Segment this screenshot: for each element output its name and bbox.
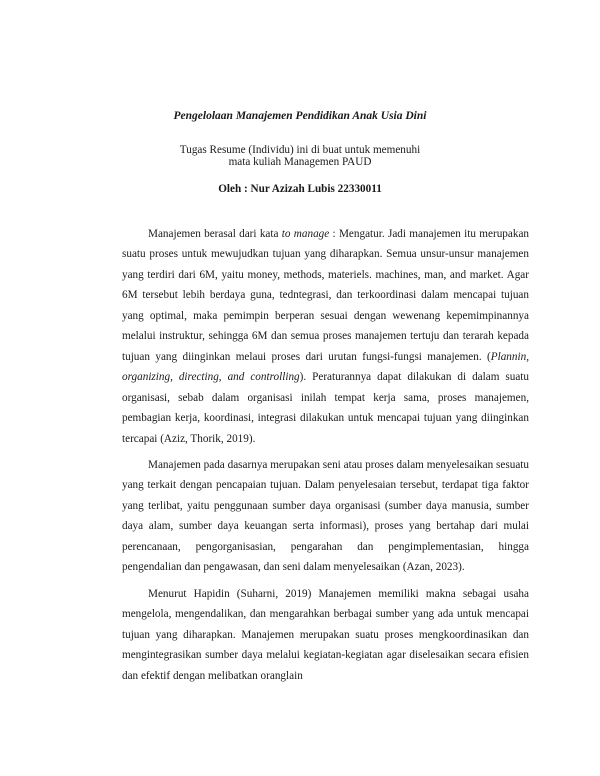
paragraph-2: Manajemen pada dasarnya merupakan seni atau proses dalam menyelesaikan sesuatu yang terkait dengan pencapaian tujuan. Dalam penyelesaian tersebut, terdapat tiga faktor yang terlibat, yaitu penggunaan sumber daya organisasi (sumber daya manusia, sumber daya alam, sumber daya keuangan serta informasi), proses yang bertahap dari mulai perencanaan, pengorganisasian, pengarahan dan pengimplementasian, hingga pengendalian dan pengawasan, dan seni dalam menyelesaikan (Azan, 2023). — [122, 458, 529, 574]
paragraph-3: Menurut Hapidin (Suharni, 2019) Manajemen memiliki makna sebagai usaha mengelola, mengendalikan, dan mengarahkan berbagai sumber yang ada untuk mencapai tujuan yang diharapkan. Manajemen merupakan suatu proses mengkoordinasikan dan mengintegrasikan sumber daya melalui kegiatan-kegiatan agar diselesaikan secara efisien dan efektif dengan melibatkan oranglain — [122, 587, 529, 682]
subtitle-line-1: Tugas Resume (Individu) ini di buat untuk memenuhi — [179, 144, 421, 156]
paragraph-1-emphasis-1: to manage — [281, 228, 330, 240]
document-body — [122, 224, 529, 686]
paragraph-1-part-a: Manajemen berasal dari kata — [148, 228, 282, 240]
document-author: Oleh : Nur Azizah Lubis 22330011 — [218, 183, 382, 195]
document-subtitle — [150, 144, 450, 168]
paragraph-1-part-c: ). Peraturannya dapat dilakukan di dalam suatu organisasi, sebab dalam organisasi inilah tempat kerja sama, proses manajemen, pembagian kerja, koordinasi, integrasi dilakukan untuk mencapai tujuan yang diinginkan tercapai (Aziz, Thorik, 2019). — [122, 371, 529, 445]
paragraph-1-part-b: : Mengatur. Jadi manajemen itu merupakan suatu proses untuk mewujudkan tujuan yang diharapkan. Semua unsur-unsur manajemen yang terdiri dari 6M, yaitu money, methods, materiels. machines, man, and market. Agar 6M tersebut lebih berdaya guna, tedntegrasi, dan terkoordinasi dalam mencapai tujuan yang optimal, maka pemimpin berperan sesuai dengan wewenang kepemimpinannya melalui instruktur, sehingga 6M dan semua proses manajemen tertuju dan terarah kepada tujuan yang diinginkan melaui proses dari urutan fungsi-fungsi manajemen. ( — [122, 228, 530, 363]
subtitle-line-2: mata kuliah Managemen PAUD — [228, 156, 372, 168]
paragraph-1-emphasis-2: Plannin, organizing, directing, and controlling — [122, 350, 529, 384]
paragraph-1 — [122, 224, 529, 449]
document-title: Pengelolaan Manajemen Pendidikan Anak Usia Dini — [173, 110, 427, 122]
